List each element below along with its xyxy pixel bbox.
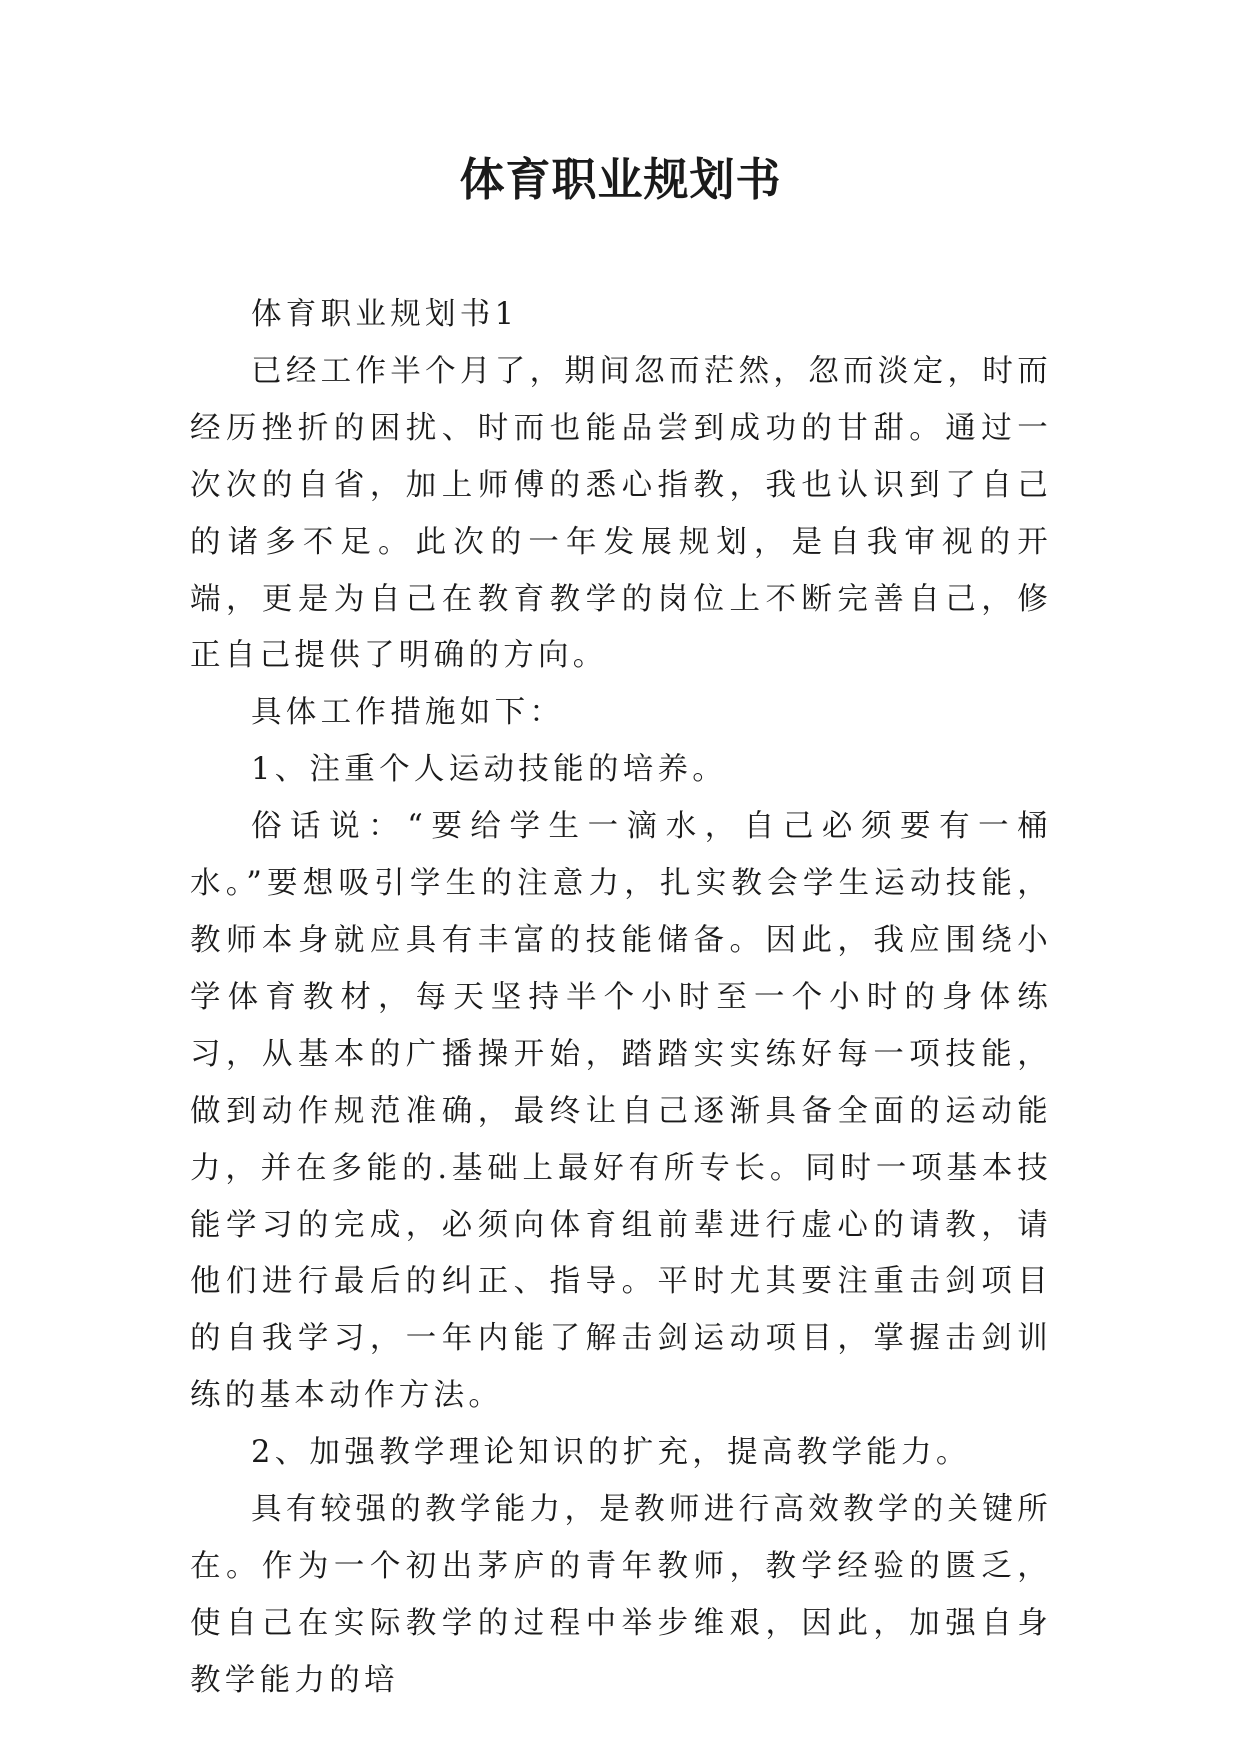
document-body [190, 287, 1052, 1710]
document-title: 体育职业规划书 [459, 153, 782, 206]
body-paragraph: 具有较强的教学能力，是教师进行高效教学的关键所在。作为一个初出茅庐的青年教师，教学经验的匮乏，使自己在实际教学的过程中举步维艰，因此，加强自身教学能力的培 [190, 1492, 1052, 1698]
list-item-heading: 1、注重个人运动技能的培养。 [251, 752, 728, 788]
list-item-heading: 2、加强教学理论知识的扩充，提高教学能力。 [251, 1435, 971, 1471]
body-paragraph: 已经工作半个月了，期间忽而茫然，忽而淡定，时而经历挫折的困扰、时而也能品尝到成功的甘甜。通过一次次的自省，加上师傅的悉心指教，我也认识到了自己的诸多不足。此次的一年发展规划，是自我审视的开端，更是为自己在教育教学的岗位上不断完善自己，修正自己提供了明确的方向。 [190, 353, 1052, 674]
section-heading: 体育职业规划书1 [251, 297, 519, 332]
body-paragraph: 具体工作措施如下： [251, 695, 565, 731]
body-paragraph: 俗话说：“要给学生一滴水，自己必须要有一桶水。”要想吸引学生的注意力，扎实教会学生运动技能，教师本身就应具有丰富的技能储备。因此，我应围绕小学体育教材，每天坚持半个小时至一个小时的身体练习，从基本的广播操开始，踏踏实实练好每一项技能，做到动作规范准确，最终让自己逐渐具备全面的运动能力，并在多能的.基础上最好有所专长。同时一项基本技能学习的完成，必须向体育组前辈进行虚心的请教，请他们进行最后的纠正、指导。平时尤其要注重击剑项目的自我学习，一年内能了解击剑运动项目，掌握击剑训练的基本动作方法。 [190, 809, 1052, 1414]
